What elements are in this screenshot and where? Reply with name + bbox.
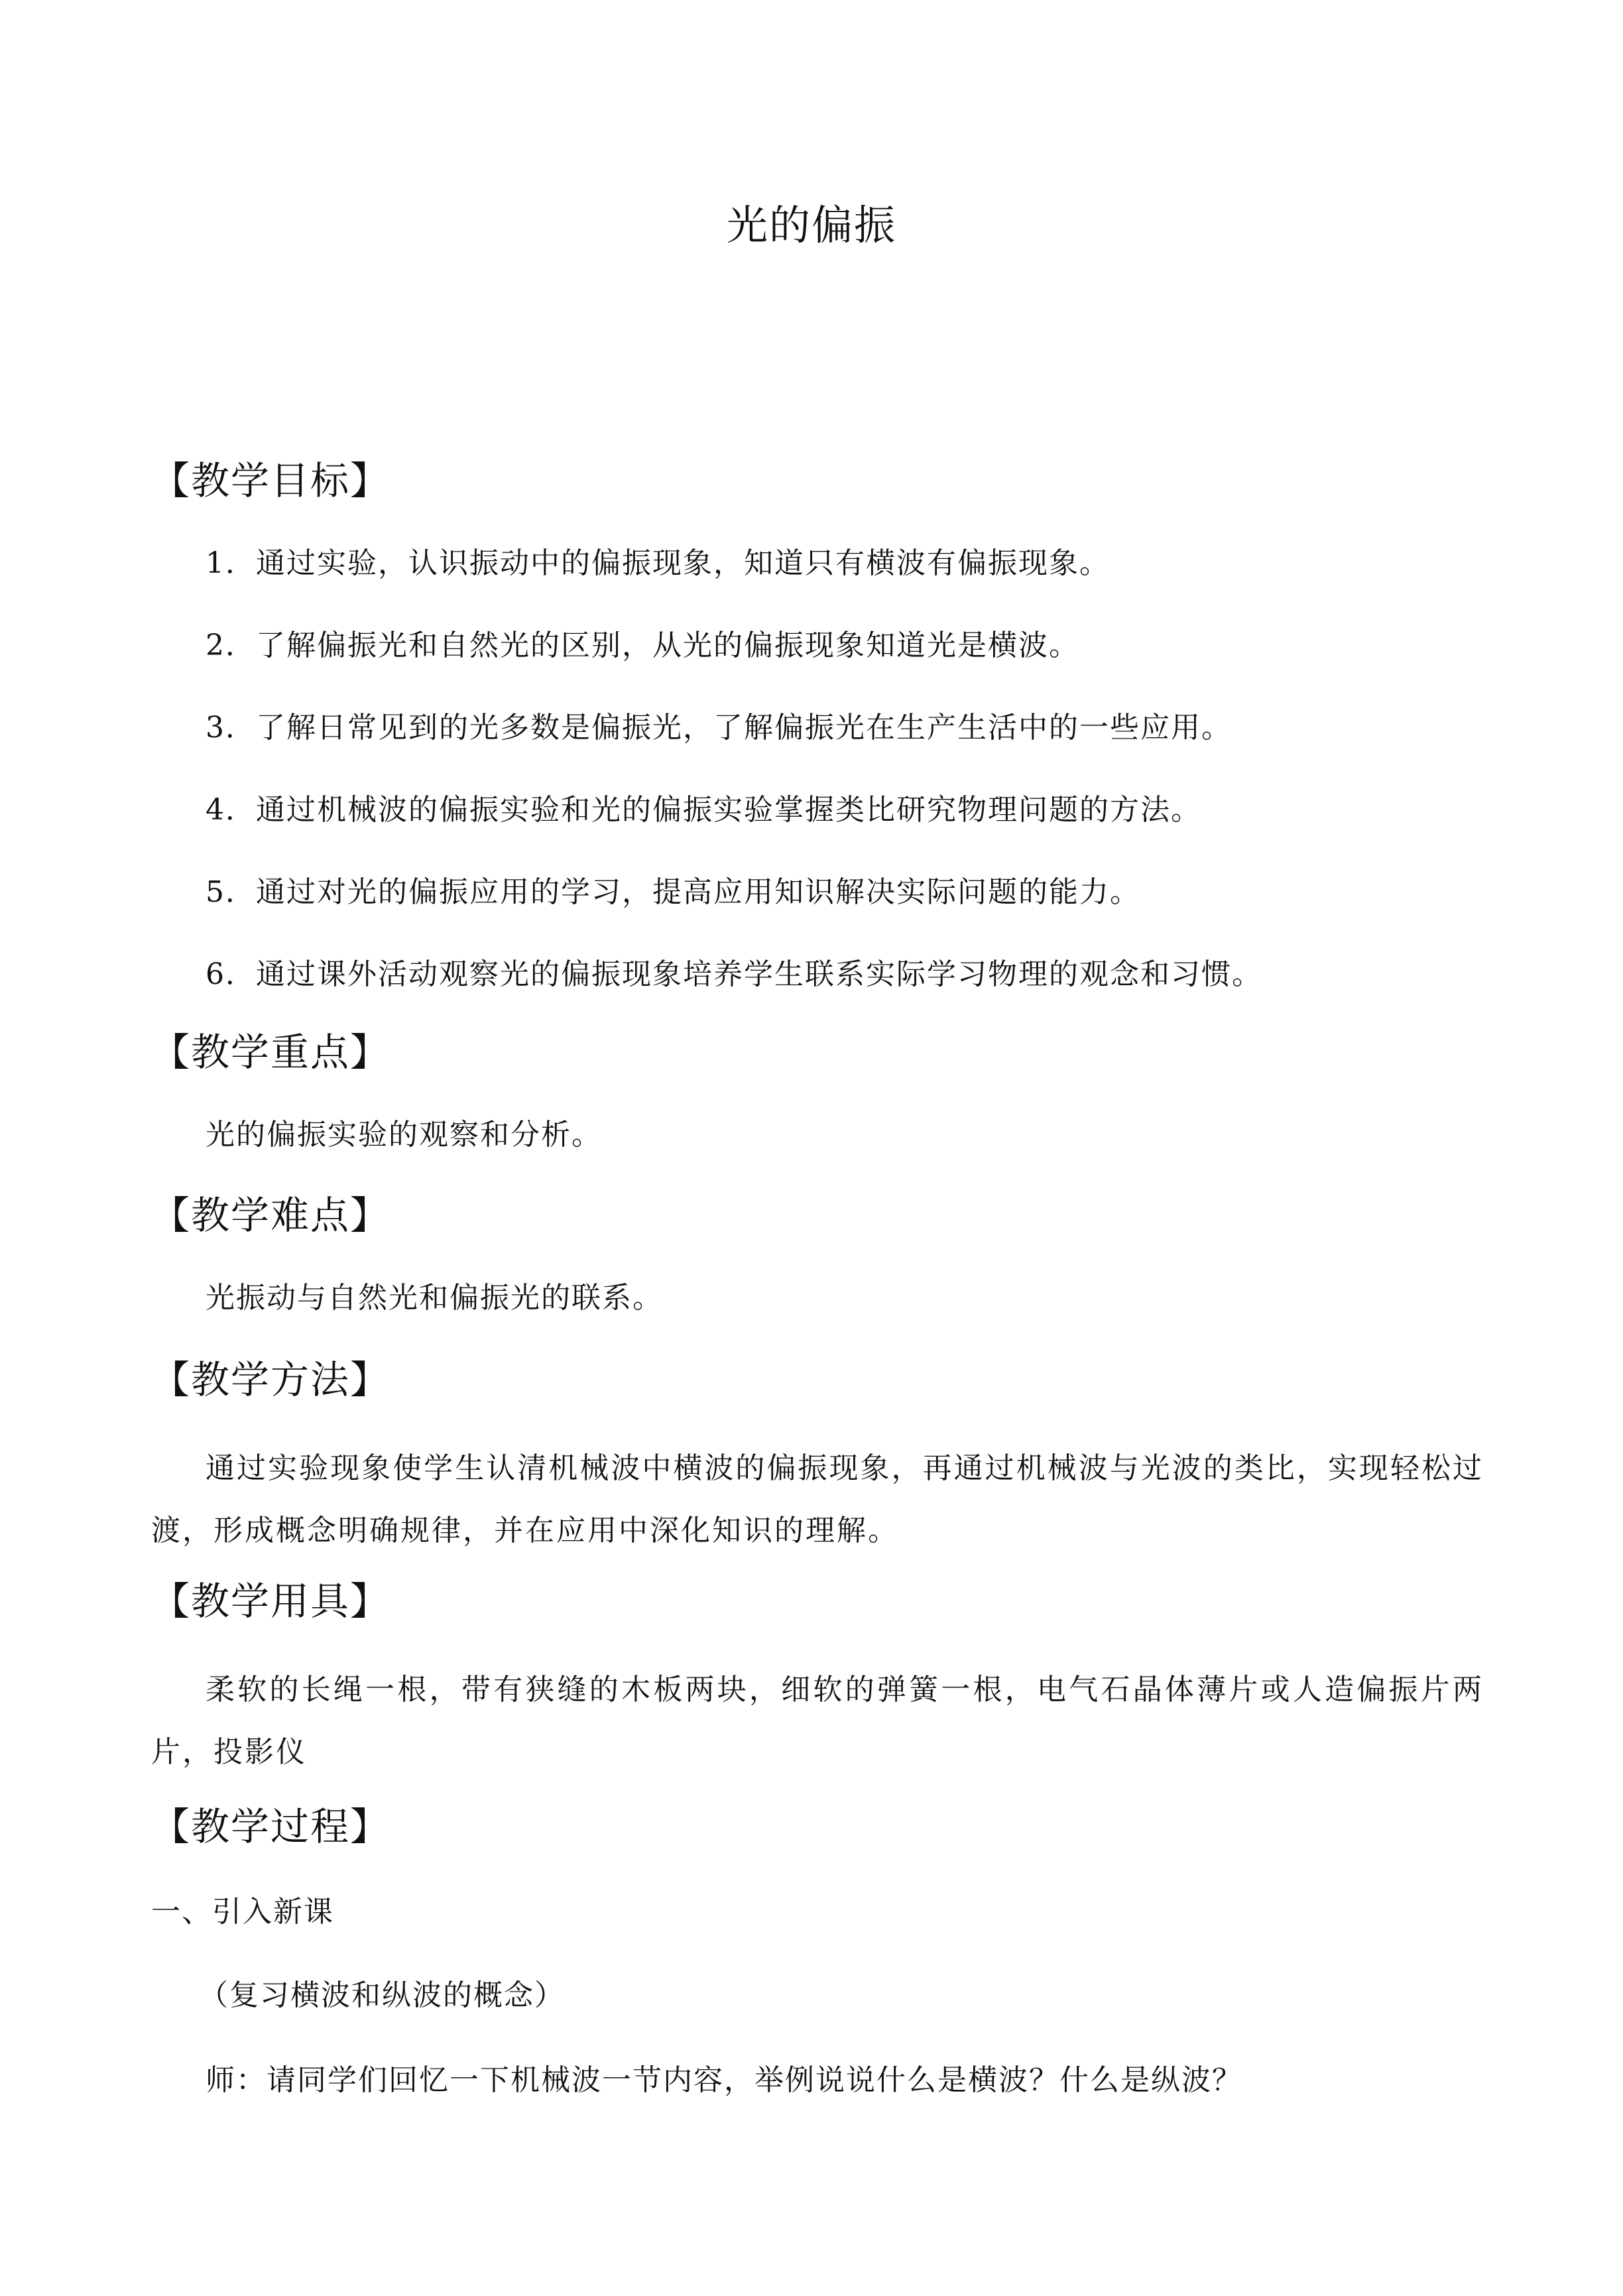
tools-text: 柔软的长绳一根，带有狭缝的木板两块，细软的弹簧一根，电气石晶体薄片或人造偏振片两片，投影仪 [151,1673,1484,1769]
section-introduction: 一、引入新课 [151,1895,334,1929]
tools-heading: 【教学用具】 [151,1579,391,1624]
key-point-text: 光的偏振实验的观察和分析。 [206,1118,602,1152]
objective-item-1: 1．通过实验，认识振动中的偏振现象，知道只有横波有偏振现象。 [206,546,1110,580]
objective-item-2: 2．了解偏振光和自然光的区别，从光的偏振现象知道光是横波。 [206,629,1079,662]
objective-item-5: 5．通过对光的偏振应用的学习，提高应用知识解决实际问题的能力。 [206,875,1140,909]
objective-item-4: 4．通过机械波的偏振实验和光的偏振实验掌握类比研究物理问题的方法。 [206,793,1201,827]
key-point-heading: 【教学重点】 [151,1030,391,1075]
difficulty-heading: 【教学难点】 [151,1193,391,1238]
teacher-question: 师：请同学们回忆一下机械波一节内容，举例说说什么是横波？什么是纵波？ [206,2063,1242,2097]
method-text: 通过实验现象使学生认清机械波中横波的偏振现象，再通过机械波与光波的类比，实现轻松过渡，形成概念明确规律，并在应用中深化知识的理解。 [151,1451,1484,1547]
objectives-heading: 【教学目标】 [151,458,391,503]
objective-item-3: 3．了解日常见到的光多数是偏振光，了解偏振光在生产生活中的一些应用。 [206,711,1232,745]
difficulty-text: 光振动与自然光和偏振光的联系。 [206,1281,663,1315]
process-heading: 【教学过程】 [151,1804,391,1849]
objective-item-6: 6．通过课外活动观察光的偏振现象培养学生联系实际学习物理的观念和习惯。 [206,957,1262,991]
document-title: 光的偏振 [726,201,896,249]
method-heading: 【教学方法】 [151,1357,391,1402]
review-note: （复习横波和纵波的概念） [199,1978,565,2012]
